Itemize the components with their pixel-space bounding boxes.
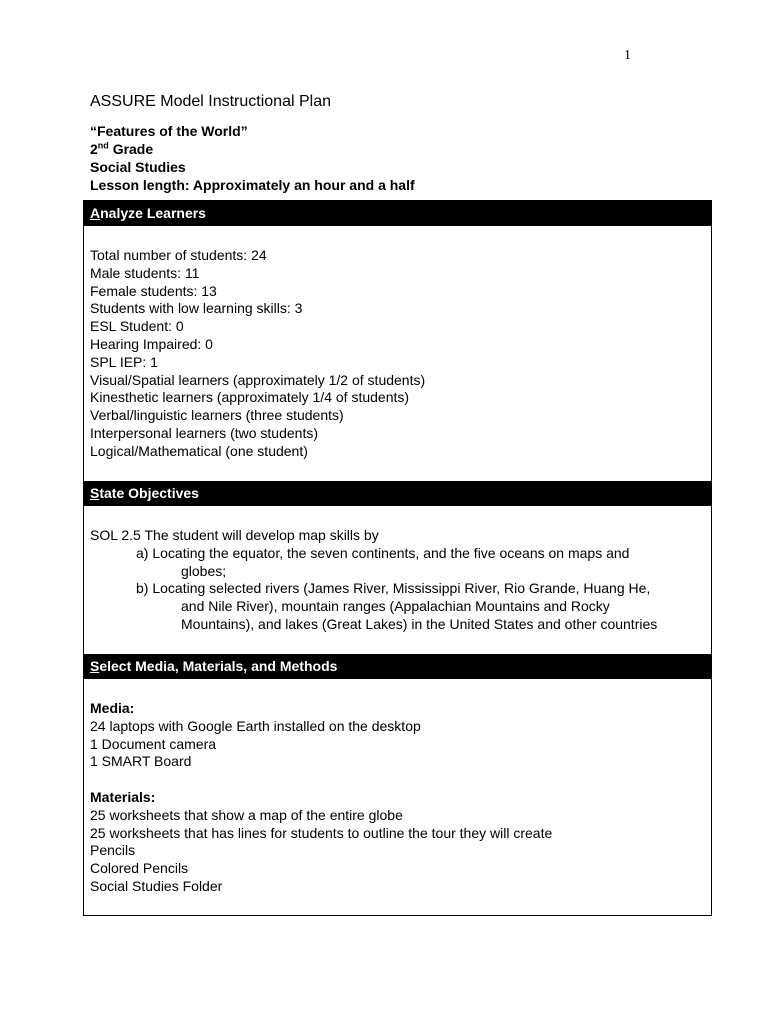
materials-item: 25 worksheets that has lines for students to outline the tour they will create xyxy=(90,824,553,841)
state-objectives-header xyxy=(84,481,711,506)
learner-stat: Female students: 13 xyxy=(90,282,217,299)
media-item: 24 laptops with Google Earth installed on the desktop xyxy=(90,717,421,734)
learner-stat: Students with low learning skills: 3 xyxy=(90,300,303,317)
objective-b: b) Locating selected rivers (James River, Mississippi River, Rio Grande, Huang He, xyxy=(136,580,651,597)
page-number: 1 xyxy=(624,48,631,63)
spacer xyxy=(90,771,705,789)
lesson-length: Lesson length: Approximately an hour and a half xyxy=(90,177,415,193)
header-initial: S xyxy=(90,658,100,674)
materials-item: Pencils xyxy=(90,842,136,859)
media-item: 1 SMART Board xyxy=(90,753,192,770)
sol-statement: SOL 2.5 The student will develop map skills by xyxy=(90,527,379,543)
objective-b-cont: Mountains), and lakes (Great Lakes) in the United States and other countries xyxy=(181,615,658,632)
objective-a-cont: globes; xyxy=(181,562,227,579)
lesson-grade xyxy=(90,140,415,158)
materials-item: Social Studies Folder xyxy=(90,877,223,894)
header-initial: A xyxy=(90,205,101,221)
lesson-name: “Features of the World” xyxy=(90,123,248,139)
select-media-header xyxy=(84,654,711,679)
header-text: nalyze Learners xyxy=(100,205,206,221)
analyze-learners-header xyxy=(84,201,711,226)
media-heading: Media: xyxy=(90,700,135,716)
objective-a: a) Locating the equator, the seven continents, and the five oceans on maps and xyxy=(136,544,630,561)
media-item: 1 Document camera xyxy=(90,735,217,752)
analyze-learners-body xyxy=(90,247,705,461)
materials-item: Colored Pencils xyxy=(90,860,189,877)
materials-heading: Materials: xyxy=(90,788,156,805)
header-initial: S xyxy=(90,485,100,501)
grade-word: Grade xyxy=(112,141,154,157)
materials-item: 25 worksheets that show a map of the entire globe xyxy=(90,806,403,823)
lesson-subject: Social Studies xyxy=(90,159,186,175)
learner-stat: Total number of students: 24 xyxy=(90,247,267,263)
learner-stat: ESL Student: 0 xyxy=(90,318,184,335)
lesson-info xyxy=(90,122,415,194)
learner-stat: Visual/Spatial learners (approximately 1/2 of students) xyxy=(90,371,426,388)
document-title: ASSURE Model Instructional Plan xyxy=(90,93,331,110)
learner-stat: Verbal/linguistic learners (three students) xyxy=(90,407,344,424)
grade-number: 2 xyxy=(90,141,98,157)
header-text: elect Media, Materials, and Methods xyxy=(99,658,338,674)
header-text: tate Objectives xyxy=(99,485,199,501)
objective-b-cont: and Nile River), mountain ranges (Appalachian Mountains and Rocky xyxy=(181,598,610,615)
plan-table xyxy=(83,200,712,916)
select-media-body xyxy=(90,700,705,896)
state-objectives-body xyxy=(90,527,705,634)
learner-stat: Interpersonal learners (two students) xyxy=(90,424,318,441)
learner-stat: Hearing Impaired: 0 xyxy=(90,335,213,352)
learner-stat: SPL IEP: 1 xyxy=(90,353,158,370)
learner-stat: Logical/Mathematical (one student) xyxy=(90,442,308,459)
learner-stat: Kinesthetic learners (approximately 1/4 of students) xyxy=(90,389,410,406)
grade-suffix: nd xyxy=(97,140,109,151)
learner-stat: Male students: 11 xyxy=(90,264,200,281)
